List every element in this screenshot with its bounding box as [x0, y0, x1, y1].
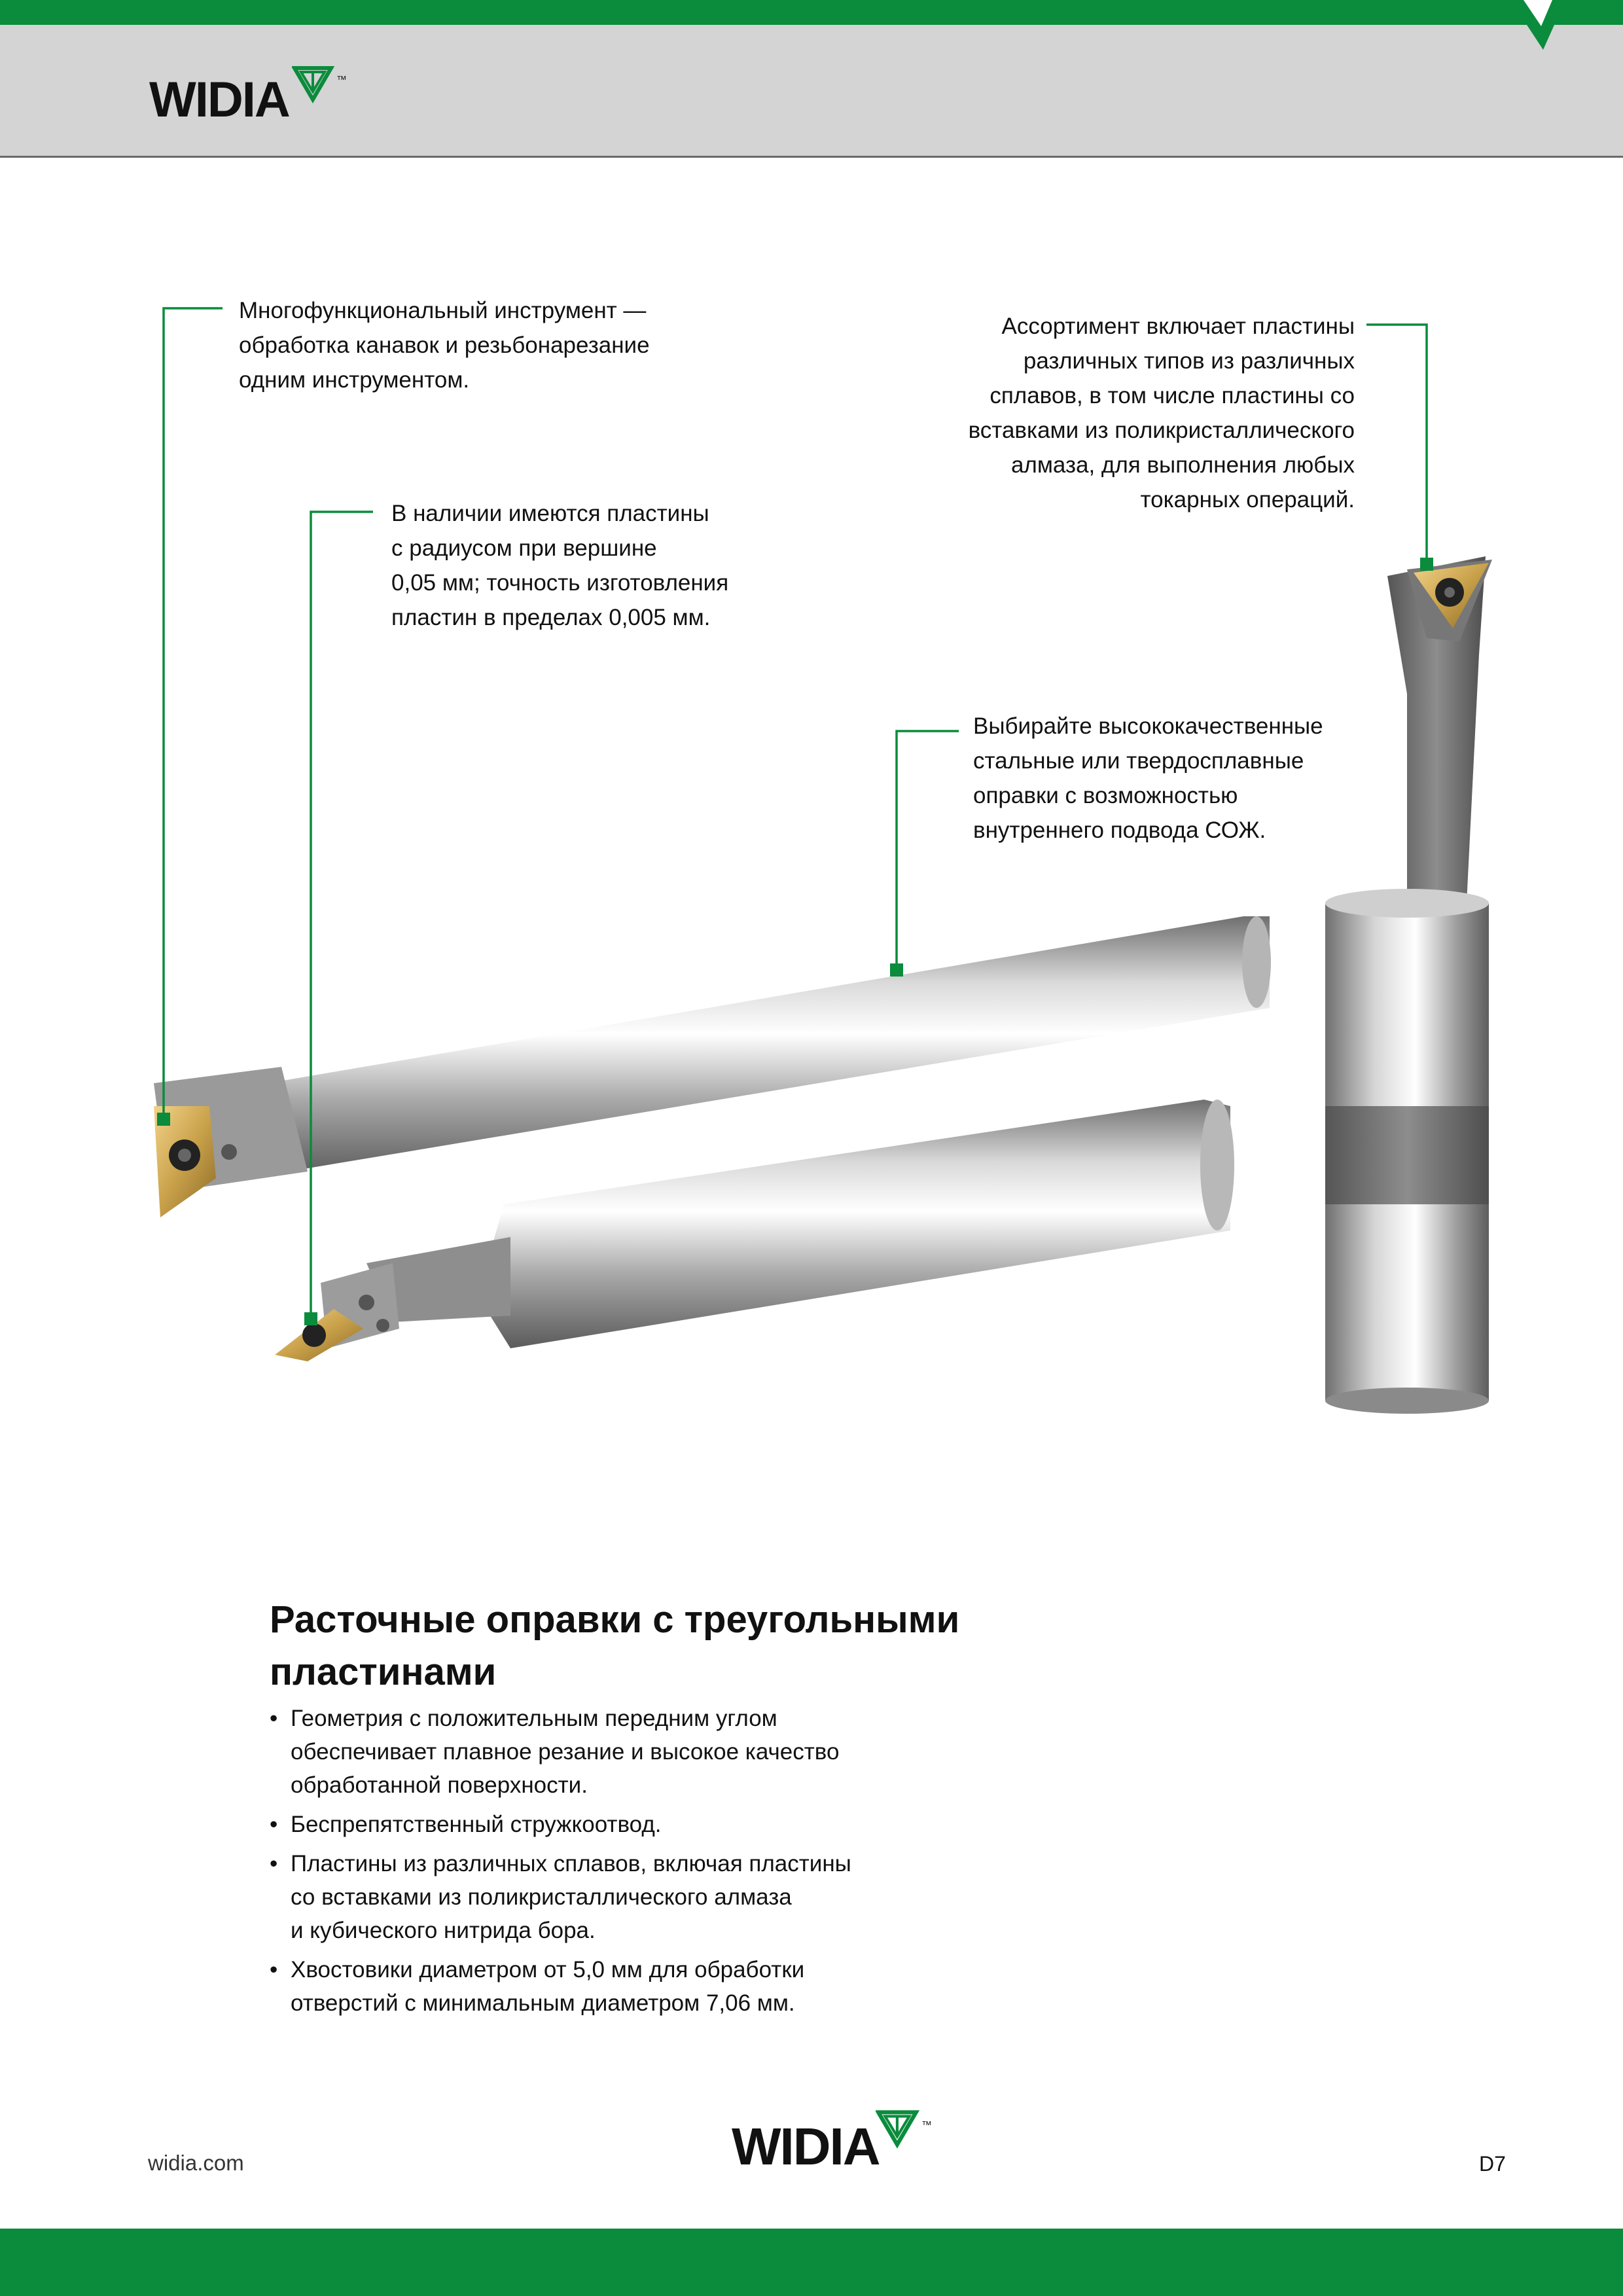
leader-multifunction [164, 308, 223, 1119]
leader-dot-radius [304, 1312, 317, 1325]
list-item: • Беспрепятственный стружкоотвод. [270, 1808, 924, 1841]
footer-url-link[interactable]: widia.com [148, 2151, 244, 2175]
leader-dot-multifunction [157, 1113, 170, 1126]
leader-dot-range [1420, 558, 1433, 571]
callout-multifunction: Многофункциональный инструмент — обработка канавок и резьбонарезание одним инструментом. [239, 298, 650, 393]
header-logo-trademark: ™ [336, 75, 347, 86]
leader-radius [311, 512, 373, 1319]
leader-range [1366, 325, 1427, 564]
list-item: • Геометрия с положительным передним углом обеспечивает плавное резание и высокое качество обработанной поверхности. [270, 1702, 924, 1802]
section-title: Расточные оправки с треугольными пластинами [270, 1598, 960, 1693]
callout-radius: В наличии имеются пластины с радиусом при вершине 0,05 мм; точность изготовления пластин в пределах 0,005 мм. [391, 501, 729, 630]
footer-logo-trademark: ™ [921, 2120, 932, 2131]
callout-bars: Выбирайте высококачественные стальные или твердосплавные оправки с возможностью внутреннего подвода СОЖ. [973, 713, 1323, 843]
footer-logo [732, 2117, 932, 2176]
logo-triangle-icon [876, 2108, 923, 2149]
list-item: • Пластины из различных сплавов, включая пластины со вставками из поликристаллического алмаза и кубического нитрида бора. [270, 1847, 924, 1947]
leader-dot-bars [890, 963, 903, 977]
page-number: D7 [1479, 2152, 1506, 2176]
footer-logo-wordmark: WIDIA [732, 2117, 880, 2176]
feature-list [270, 1702, 924, 2026]
list-item: • Хвостовики диаметром от 5,0 мм для обработки отверстий с минимальным диаметром 7,06 мм. [270, 1953, 924, 2020]
callout-range: Ассортимент включает пластины различных типов из различных сплавов, в том числе пластины со вставками из поликристаллического алмаза, для выполнения любых токарных операций. [968, 314, 1355, 512]
bottom-green-bar [0, 2229, 1623, 2296]
leader-bars [897, 731, 959, 970]
header-logo-wordmark: WIDIA [149, 72, 289, 128]
